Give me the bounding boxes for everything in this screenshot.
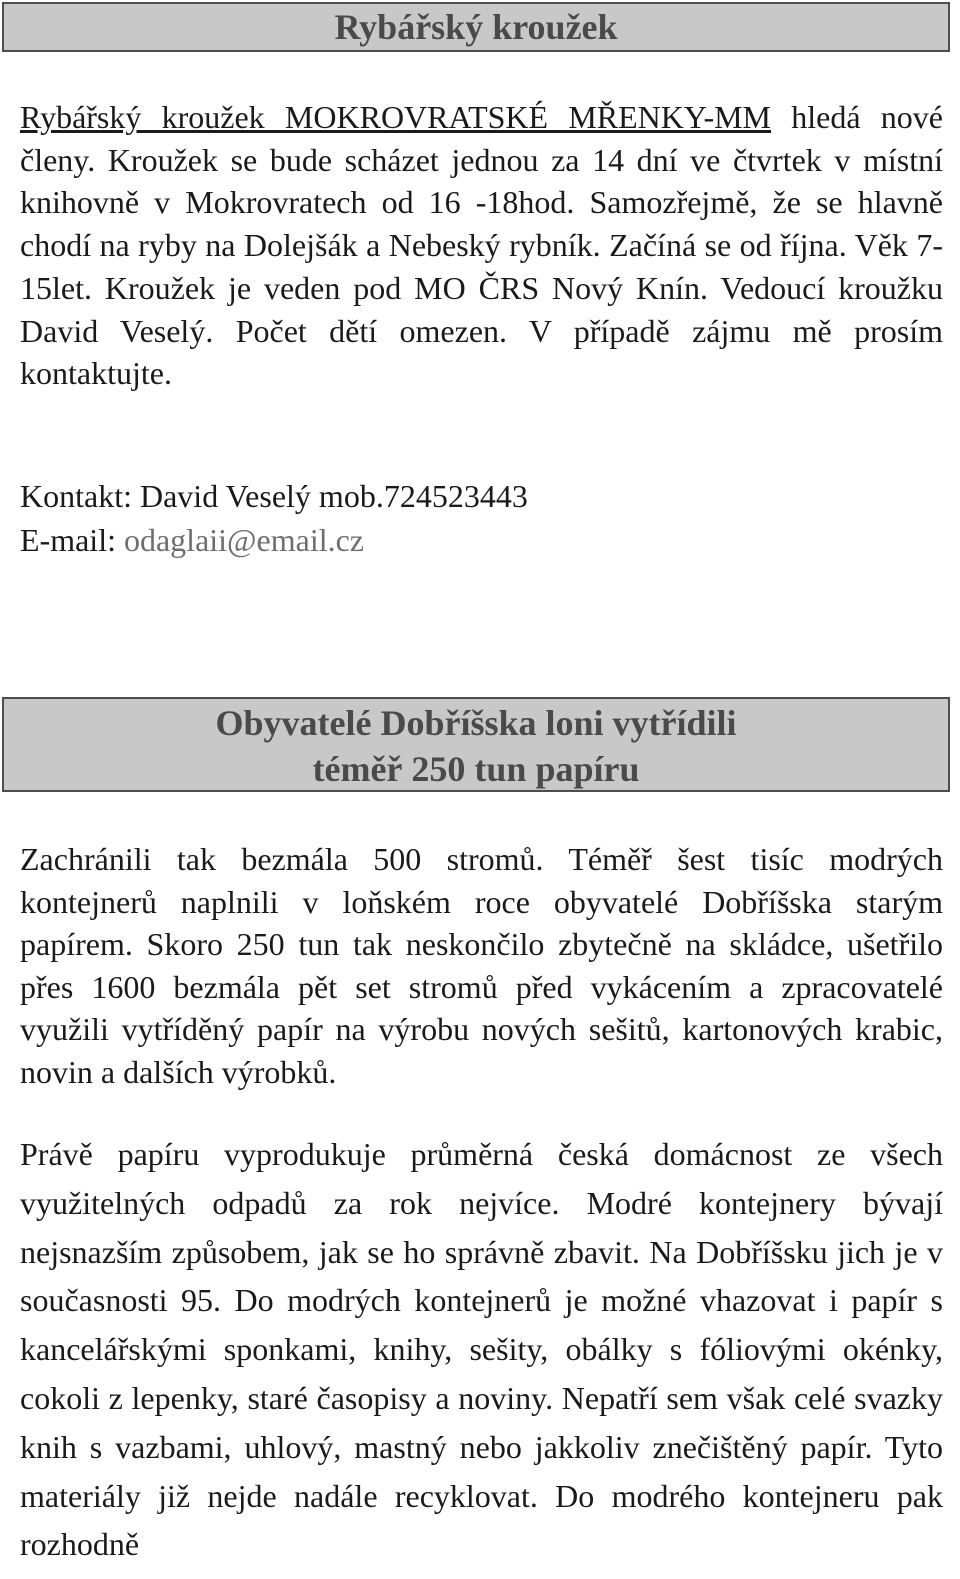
email-label: E-mail: (20, 522, 124, 558)
section-title-fishing-club (2, 2, 950, 52)
club-name-link[interactable]: Rybářský kroužek MOKROVRATSKÉ MŘENKY-MM (20, 99, 772, 135)
section-title-paper-recycling (2, 697, 950, 792)
section-title-line-2: téměř 250 tun papíru (312, 749, 640, 789)
recycling-paragraph-2: Právě papíru vyprodukuje průměrná česká domácnost ze všech využitelných odpadů za rok nejvíce. Modré kontejnery bývají nejsnazším způsobem, jak se ho správně zbavit. Na Dobříšsku jich je v současnosti 95. Do modrých kontejnerů je možné vhazovat i papír s kancelářskými sponkami, knihy, sešity, obálky s fóliovými okénky, cokoli z lepenky, staré časopisy a noviny. Nepatří sem však celé svazky knih s vazbami, uhlový, mastný nebo jakkoliv znečištěný papír. Tyto materiály již nejde nadále recyklovat. Do modrého kontejneru pak rozhodně (20, 1136, 943, 1563)
fishing-club-body-text: hledá nové členy. Kroužek se bude scházet jednou za 14 dní ve čtvrtek v místní knihovně v Mokrovratech od 16 -18hod. Samozřejmě, že se hlavně chodí na ryby na Dolejšák a Nebeský rybník. Začíná se od října. Věk 7-15let. Kroužek je veden pod MO ČRS Nový Knín. Vedoucí kroužku David Veselý. Počet dětí omezen. V případě zájmu mě prosím kontaktujte. (20, 99, 944, 392)
email-link[interactable]: odaglaii@email.cz (123, 522, 364, 558)
email-line (20, 518, 943, 562)
section-title-line-1: Obyvatelé Dobříšska loni vytřídili (215, 703, 737, 743)
contact-line: Kontakt: David Veselý mob.724523443 (20, 478, 528, 514)
section-title-fishing-club-text: Rybářský kroužek (334, 7, 618, 47)
recycling-paragraph-1: Zachránili tak bezmála 500 stromů. Téměř šest tisíc modrých kontejnerů naplnili v loňském roce obyvatelé Dobříšska starým papírem. Skoro 250 tun tak neskončilo zbytečně na skládce, ušetřilo přes 1600 bezmála pět set stromů před vykácením a zpracovatelé využili vytříděný papír na výrobu nových sešitů, kartonových krabic, novin a dalších výrobků. (20, 841, 943, 1090)
fishing-club-paragraph (20, 96, 943, 395)
